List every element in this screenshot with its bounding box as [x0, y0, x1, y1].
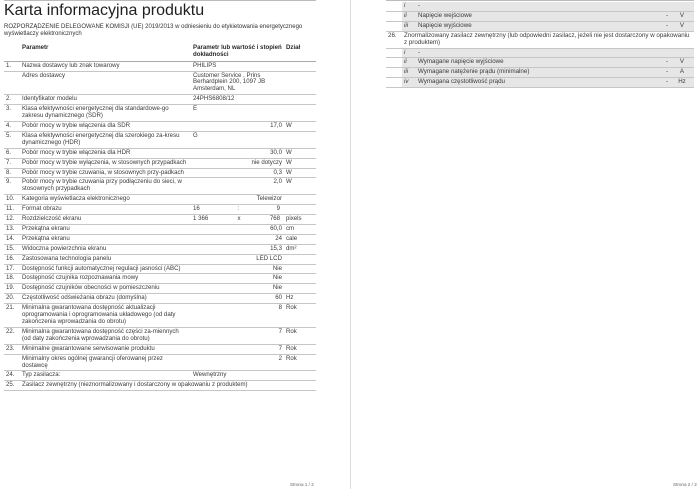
product-fiche-table — [4, 42, 316, 391]
row-number: 16. — [4, 254, 20, 264]
row-subindex: iii — [402, 21, 416, 31]
table-row — [4, 304, 316, 328]
row-number: 19. — [4, 284, 20, 294]
row-value: - — [642, 11, 670, 21]
table-row — [4, 215, 316, 225]
row-number: 25. — [4, 381, 20, 391]
row-number — [386, 48, 402, 58]
row-label: Pobór mocy w trybie czuwania, w stosownych przy-padkach — [20, 168, 191, 178]
table-row — [386, 21, 694, 31]
header-param: Parametr — [20, 42, 191, 61]
row-label: Minimalna gwarantowana dostępność części za-miennych (od daty zakończenia wprowadzania do obrotu) — [20, 327, 191, 344]
table-row — [4, 105, 316, 122]
table-row — [4, 294, 316, 304]
split-sep: x — [237, 215, 241, 223]
row-unit: W — [284, 121, 316, 131]
row-number: 3. — [4, 105, 20, 122]
top-rule-left — [4, 0, 316, 1]
row-label: Typ zasilacza: — [20, 371, 191, 381]
split-first: 1 366 — [193, 215, 209, 223]
row-number: 24. — [4, 371, 20, 381]
row-label: Pobór mocy w trybie czuwania przy podłączeniu do sieci, w stosownych przypadkach — [20, 178, 191, 195]
row-value: - — [642, 78, 670, 88]
row-number — [386, 11, 402, 21]
row-value: LED LCD — [191, 254, 284, 264]
row-unit — [284, 284, 316, 294]
table-row — [4, 244, 316, 254]
table-row — [4, 131, 316, 148]
row-value: - — [642, 58, 670, 68]
row-value — [642, 48, 670, 58]
row-number: 20. — [4, 294, 20, 304]
row-unit: Hz — [284, 294, 316, 304]
row-value: 24 — [191, 234, 284, 244]
row-unit: dm² — [284, 244, 316, 254]
row-number: 17. — [4, 264, 20, 274]
row-unit: pixels — [284, 215, 316, 225]
table-row — [4, 254, 316, 264]
table-row — [4, 121, 316, 131]
row-unit: W — [284, 178, 316, 195]
page-1 — [4, 2, 316, 391]
row-value: E — [191, 105, 284, 122]
row-label: Dostępność czujnika rozpoznawania mowy — [20, 274, 191, 284]
row-unit — [284, 371, 316, 381]
header-section: Dział — [284, 42, 316, 61]
row-value: 0,3 — [191, 168, 284, 178]
row-label: Zasilacz zewnętrzny (nieznormalizowany i dostarczony w opakowaniu z produktem) — [20, 381, 316, 391]
row-subindex: ii — [402, 58, 416, 68]
table-row — [386, 48, 694, 58]
header-value: Parametr lub wartość i stopień dokładności — [191, 42, 284, 61]
split-second: 9 — [276, 205, 280, 213]
page-title: Karta informacyjna produktu — [4, 2, 205, 19]
row-label: Napięcie wejściowe — [416, 11, 642, 21]
regulation-text: ROZPORZĄDZENIE DELEGOWANE KOMISJI (UE) 2019/2013 w odniesieniu do etykietowania energetycznego wyświetlaczy elektronicznych — [4, 24, 303, 38]
table-row — [386, 11, 694, 21]
row-number: 15. — [4, 244, 20, 254]
row-number: 21. — [4, 304, 20, 328]
row-label: Rozdzielczość ekranu — [20, 215, 191, 225]
row-unit: V — [670, 21, 694, 31]
row-value: 2,0 — [191, 178, 284, 195]
row-number: 23. — [4, 344, 20, 354]
row-number: 22. — [4, 327, 20, 344]
row-unit: W — [284, 168, 316, 178]
table-row — [4, 327, 316, 344]
row-number: 14. — [4, 234, 20, 244]
row-value: PHILIPS — [191, 61, 284, 71]
row-unit: cm — [284, 224, 316, 234]
table-row — [4, 195, 316, 205]
row-value: nie dotyczy — [191, 158, 284, 168]
table-row — [4, 284, 316, 294]
row-subindex: i — [402, 2, 416, 11]
row-unit: Hz — [670, 78, 694, 88]
row-label: Minimalny okres ogólnej gwarancji oferowanej przez dostawcę — [20, 354, 191, 371]
row-value: 60,0 — [191, 224, 284, 234]
row-value: - — [642, 21, 670, 31]
row-number: 4. — [4, 121, 20, 131]
row-label: Adres dostawcy — [20, 71, 191, 95]
row-label: Klasa efektywności energetycznej dla standardowe-go zakresu dynamicznego (SDR) — [20, 105, 191, 122]
row-label: Identyfikator modelu — [20, 95, 191, 105]
row-label: - — [416, 48, 642, 58]
row-label: Pobór mocy w trybie włączenia dla SDR — [20, 121, 191, 131]
row-value — [191, 215, 284, 225]
row-label: Minimalna gwarantowana dostępność aktualizacji oprogramowania i oprogramowania układowego (od daty zakończenia wprowadzania do obrotu) — [20, 304, 191, 328]
row-value: 24PHS6808/12 — [191, 95, 284, 105]
row-number: 10. — [4, 195, 20, 205]
row-number: 8. — [4, 168, 20, 178]
row-label: Dostępność funkcji automatycznej regulacji jasności (ABC) — [20, 264, 191, 274]
table-row — [4, 71, 316, 95]
split-second: 768 — [269, 215, 280, 223]
row-label: Minimalne gwarantowane serwisowanie produktu — [20, 344, 191, 354]
row-value — [642, 2, 670, 11]
page-divider — [350, 0, 351, 489]
row-value: Nie — [191, 274, 284, 284]
row-unit: Rok — [284, 354, 316, 371]
row-unit: Rok — [284, 304, 316, 328]
row-label: - — [416, 2, 642, 11]
row-number: 13. — [4, 224, 20, 234]
table-row — [4, 381, 316, 391]
table-row — [4, 234, 316, 244]
row-label: Wymagane napięcie wyjściowe — [416, 58, 642, 68]
row-number: 26. — [386, 31, 402, 48]
row-label: Format obrazu — [20, 205, 191, 215]
row-unit — [284, 105, 316, 122]
page-2 — [386, 2, 694, 88]
table-row — [4, 205, 316, 215]
row-unit — [670, 48, 694, 58]
row-unit: A — [670, 68, 694, 78]
row-label: Widoczna powierzchnia ekranu — [20, 244, 191, 254]
row-number: 6. — [4, 148, 20, 158]
row-number — [4, 71, 20, 95]
row-number: 18. — [4, 274, 20, 284]
row-label: Pobór mocy w trybie wyłączenia, w stosownych przypadkach — [20, 158, 191, 168]
row-value: Nie — [191, 284, 284, 294]
row-label: Kategoria wyświetlacza elektronicznego — [20, 195, 191, 205]
table-row — [4, 95, 316, 105]
row-label: Częstotliwość odświeżania obrazu (domyślna) — [20, 294, 191, 304]
row-number — [386, 78, 402, 88]
row-value: 30,0 — [191, 148, 284, 158]
top-rule-right — [386, 0, 694, 1]
row-number: 7. — [4, 158, 20, 168]
row-label: Znormalizowany zasilacz zewnętrzny (lub odpowiedni zasilacz, jeżeli nie jest dostarczony w opakowaniu z produktem) — [402, 31, 694, 48]
table-row — [4, 354, 316, 371]
row-value: - — [642, 68, 670, 78]
row-value: G — [191, 131, 284, 148]
row-number — [386, 58, 402, 68]
row-value: 7 — [191, 327, 284, 344]
page-number-2: Strona 2 / 2 — [673, 482, 697, 487]
row-number: 5. — [4, 131, 20, 148]
row-label: Zastosowana technologia panelu — [20, 254, 191, 264]
row-label: Nazwa dostawcy lub znak towarowy — [20, 61, 191, 71]
row-value: 17,0 — [191, 121, 284, 131]
page-number-1: Strona 1 / 2 — [290, 482, 314, 487]
table-header-row — [4, 42, 316, 61]
row-unit — [284, 71, 316, 95]
row-value: Telewizor — [191, 195, 284, 205]
row-value: Wewnętrzny — [191, 371, 284, 381]
row-value — [191, 205, 284, 215]
table-row — [4, 61, 316, 71]
table-row — [386, 31, 694, 48]
row-number — [386, 2, 402, 11]
row-unit — [284, 274, 316, 284]
row-number — [386, 21, 402, 31]
table-row — [4, 344, 316, 354]
row-unit: V — [670, 58, 694, 68]
row-unit: W — [284, 158, 316, 168]
row-unit: Rok — [284, 344, 316, 354]
row-unit — [284, 264, 316, 274]
row-label: Dostępność czujników obecności w pomieszczeniu — [20, 284, 191, 294]
row-number — [386, 68, 402, 78]
table-row — [386, 2, 694, 11]
table-row — [4, 178, 316, 195]
table-row — [4, 148, 316, 158]
row-label: Napięcie wyjściowe — [416, 21, 642, 31]
row-value: 15,3 — [191, 244, 284, 254]
row-value: Nie — [191, 264, 284, 274]
table-row — [386, 58, 694, 68]
row-unit: Rok — [284, 327, 316, 344]
row-unit: cale — [284, 234, 316, 244]
table-row — [4, 224, 316, 234]
row-number: 2. — [4, 95, 20, 105]
row-value: Customer Service , Prins Berhardplein 200, 1097 JB Amsterdam, NL — [191, 71, 284, 95]
table-row — [4, 371, 316, 381]
row-label: Wymagane natężenie prądu (minimalne) — [416, 68, 642, 78]
row-label: Przekątna ekranu — [20, 224, 191, 234]
row-label: Przekątna ekranu — [20, 234, 191, 244]
row-label: Pobór mocy w trybie włączenia dla HDR — [20, 148, 191, 158]
row-unit — [284, 195, 316, 205]
row-number — [4, 354, 20, 371]
row-value: 60 — [191, 294, 284, 304]
row-unit — [284, 61, 316, 71]
split-first: 16 — [193, 205, 200, 213]
table-row — [386, 68, 694, 78]
row-label: Wymagana częstotliwość prądu — [416, 78, 642, 88]
row-unit — [284, 131, 316, 148]
table-row — [4, 168, 316, 178]
row-value: 2 — [191, 354, 284, 371]
table-row — [4, 274, 316, 284]
row-label: Klasa efektywności energetycznej dla szerokiego za-kresu dynamicznego (HDR) — [20, 131, 191, 148]
table-row — [386, 78, 694, 88]
row-unit — [670, 2, 694, 11]
row-number: 11. — [4, 205, 20, 215]
table-row — [4, 264, 316, 274]
row-unit — [284, 95, 316, 105]
row-unit: V — [670, 11, 694, 21]
table-row — [4, 158, 316, 168]
split-sep: : — [237, 205, 240, 213]
row-number: 12. — [4, 215, 20, 225]
row-unit: W — [284, 148, 316, 158]
row-subindex: i — [402, 48, 416, 58]
power-supply-table — [386, 2, 694, 88]
row-unit — [284, 205, 316, 215]
row-subindex: iii — [402, 68, 416, 78]
row-number: 9. — [4, 178, 20, 195]
row-value: 8 — [191, 304, 284, 328]
row-number: 1. — [4, 61, 20, 71]
row-subindex: iv — [402, 78, 416, 88]
row-subindex: ii — [402, 11, 416, 21]
row-unit — [284, 254, 316, 264]
row-value: 7 — [191, 344, 284, 354]
